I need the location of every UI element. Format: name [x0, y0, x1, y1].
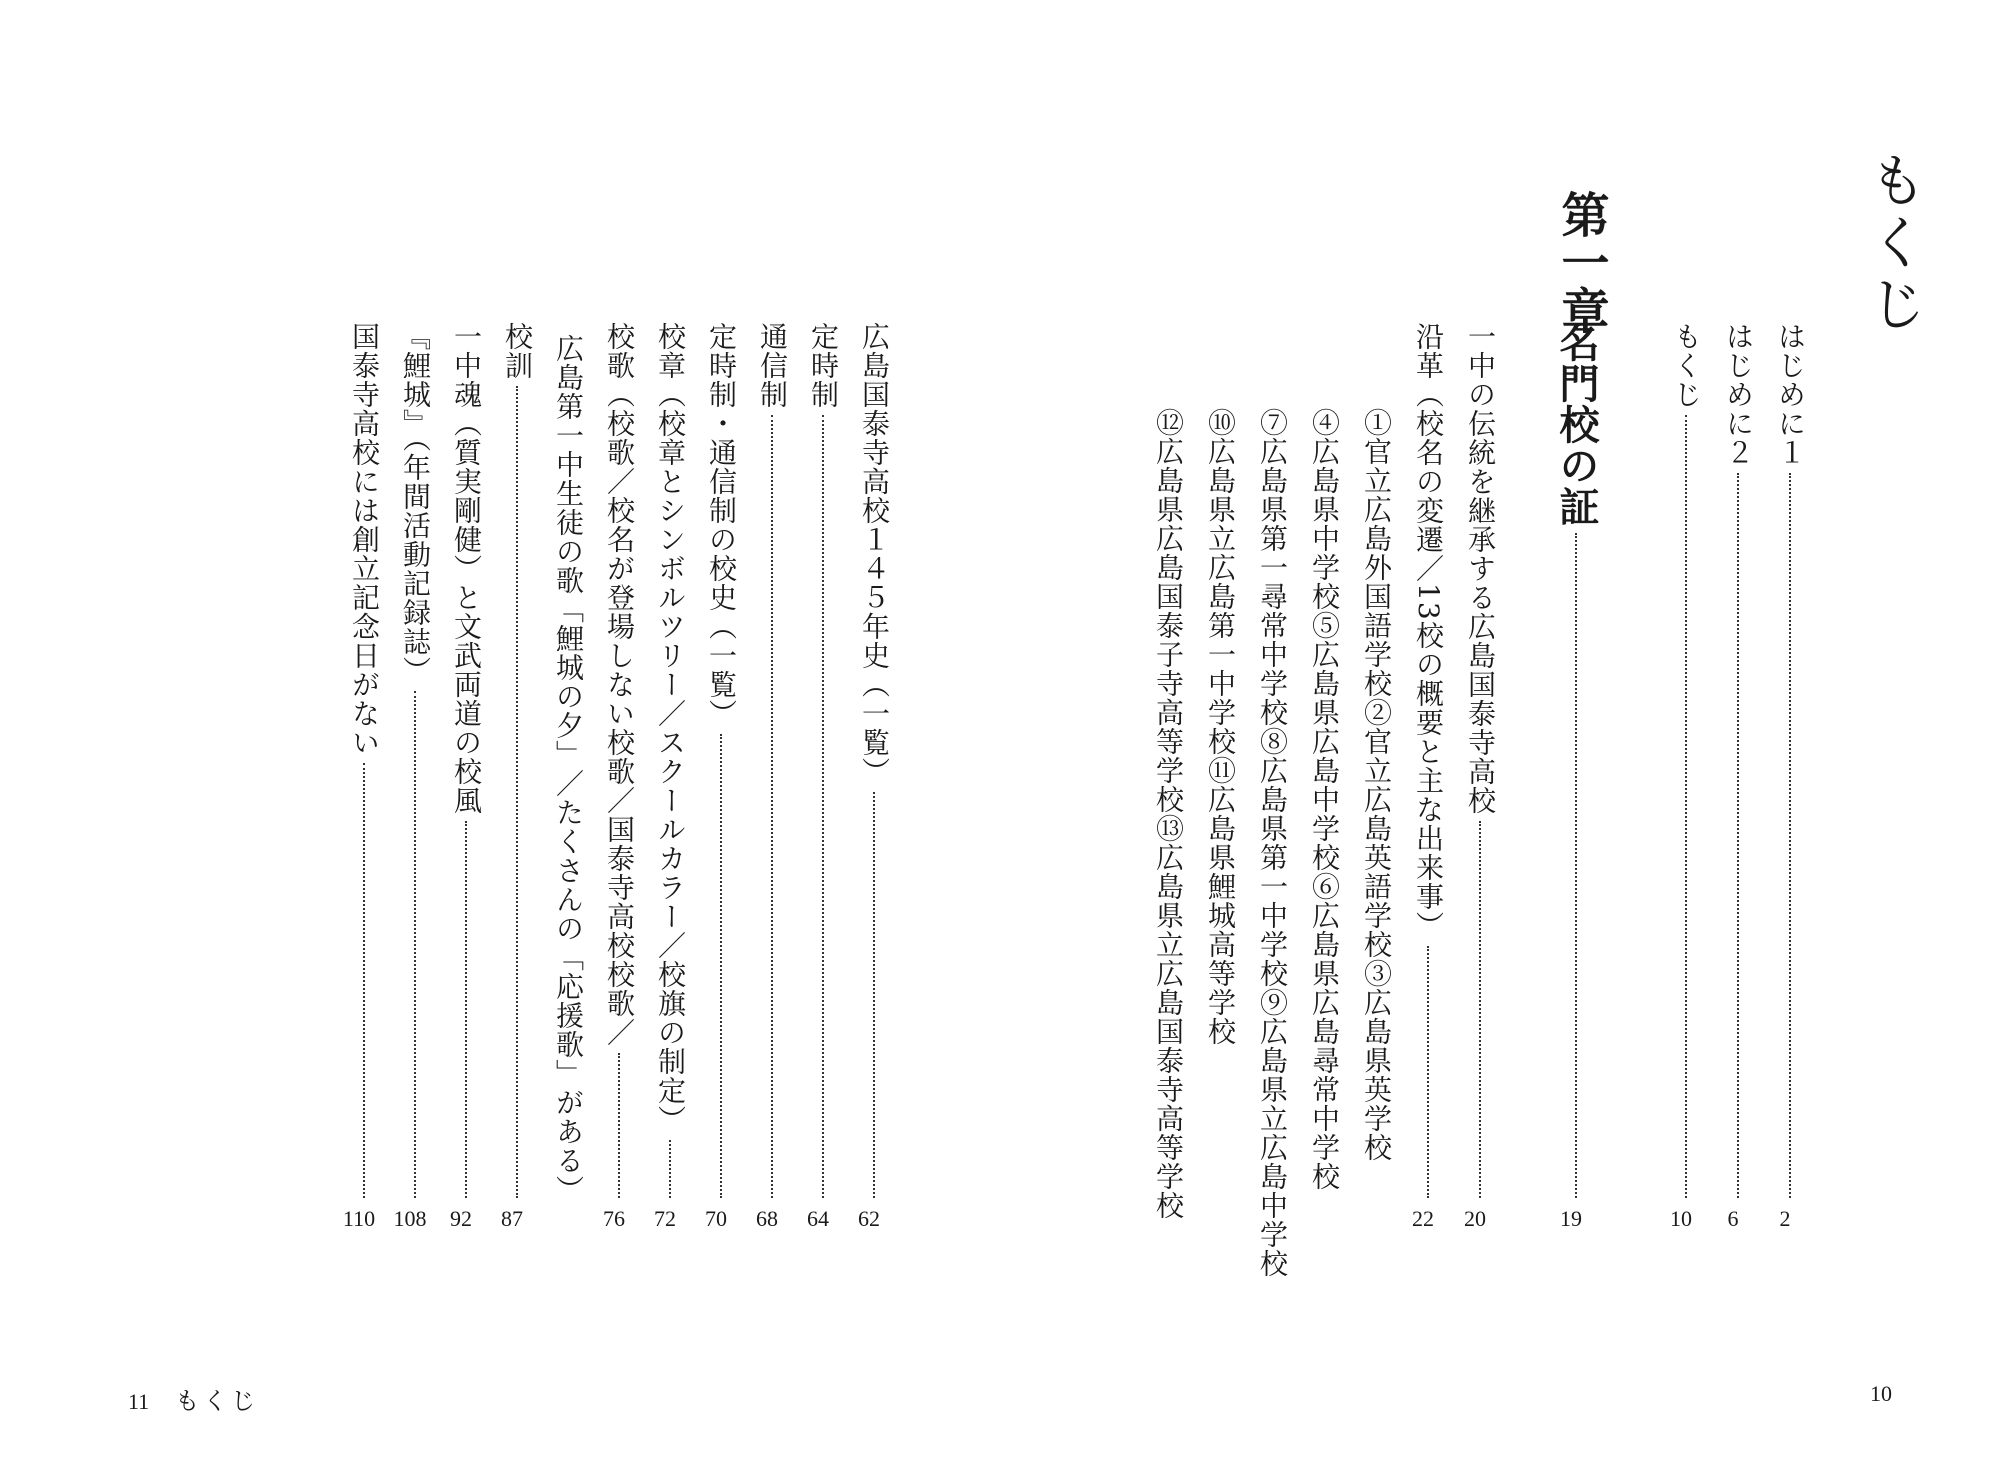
toc-entry-title: はじめに２: [1722, 322, 1755, 467]
dot-leader: [1427, 946, 1429, 1198]
toc-chapter-entry[interactable]: [1553, 322, 1600, 1232]
toc-page-number: 64: [807, 1206, 829, 1231]
dot-leader: [363, 763, 365, 1198]
toc-entry[interactable]: [599, 322, 639, 1232]
toc-entry-title: 国泰寺高校には創立記念日がない: [348, 322, 381, 757]
toc-entry-title: はじめに１: [1774, 322, 1807, 467]
toc-page-number: 6: [1727, 1206, 1739, 1231]
dot-leader: [669, 1140, 671, 1198]
toc-entry[interactable]: [701, 322, 741, 1232]
school-list-line: ⑦広島県第一尋常中学校⑧広島県第一中学校⑨広島県立広島中学校: [1256, 408, 1289, 1278]
toc-page-number: 92: [450, 1206, 472, 1231]
dot-leader: [720, 734, 722, 1198]
toc-entry-title: 一中の伝統を継承する広島国泰寺高校: [1464, 322, 1497, 815]
toc-page-number: 68: [756, 1206, 778, 1231]
school-list-line: ⑫広島県広島国泰子寺高等学校⑬広島県立広島国泰寺高等学校: [1152, 408, 1185, 1220]
chapter-label: 第一章: [1553, 190, 1609, 334]
dot-leader: [1575, 533, 1577, 1198]
toc-entry[interactable]: [395, 322, 435, 1232]
dot-leader: [1479, 821, 1481, 1198]
toc-page-number: 76: [603, 1206, 625, 1231]
folio-right: 10: [1870, 1381, 1892, 1406]
dot-leader: [516, 386, 518, 1198]
toc-entry-title: 広島国泰寺高校１４５年史（一覧）: [858, 322, 891, 786]
toc-page-number: 62: [858, 1206, 880, 1231]
toc-entry-title: 一中魂（質実剛健）と文武両道の校風: [450, 322, 483, 815]
toc-page-number: 110: [342, 1206, 376, 1231]
toc-page-number: 22: [1412, 1206, 1434, 1231]
folio-left-number: 11: [128, 1389, 150, 1414]
dot-leader: [873, 792, 875, 1198]
toc-entry-title: 校歌（校歌／校名が登場しない校歌／国泰寺高校校歌／: [603, 322, 636, 1047]
toc-entry-mokuji[interactable]: [1666, 322, 1706, 1232]
toc-entry[interactable]: [752, 322, 792, 1232]
toc-entry-title: 通信制: [756, 322, 789, 409]
folio-left: [128, 1381, 259, 1416]
toc-entry[interactable]: [446, 322, 486, 1232]
toc-entry[interactable]: [497, 322, 537, 1232]
toc-entry[interactable]: [1460, 322, 1500, 1232]
toc-entry[interactable]: [344, 322, 384, 1232]
toc-entry-title: 校章（校章とシンボルツリー／スクールカラー／校旗の制定）: [654, 322, 687, 1134]
school-list-line: ⑩広島県立広島第一中学校⑪広島県鯉城高等学校: [1204, 408, 1237, 1046]
toc-entry-title: 定時制・通信制の校史（一覧）: [705, 322, 738, 728]
page-title: もくじ: [1859, 150, 1927, 336]
toc-entry[interactable]: [854, 322, 894, 1232]
dot-leader: [771, 415, 773, 1198]
dot-leader: [822, 415, 824, 1198]
toc-entry[interactable]: [803, 322, 843, 1232]
toc-entry-hajimeni1[interactable]: [1770, 322, 1810, 1232]
toc-page-number: 72: [654, 1206, 676, 1231]
toc-page-number: 19: [1560, 1206, 1582, 1231]
toc-page-number: 70: [705, 1206, 727, 1231]
toc-entry-title: 定時制: [807, 322, 840, 409]
toc-page-number: 20: [1464, 1206, 1486, 1231]
toc-page-number: 10: [1670, 1206, 1692, 1231]
toc-page-number: 2: [1779, 1206, 1791, 1231]
running-head: もくじ: [175, 1387, 260, 1415]
toc-entry-continuation: 広島第一中生徒の歌「鯉城の夕」／たくさんの「応援歌」がある）: [552, 334, 585, 1204]
dot-leader: [1685, 415, 1687, 1198]
chapter-name: 名門校の証: [1553, 322, 1600, 527]
dot-leader: [1737, 473, 1739, 1198]
dot-leader: [618, 1053, 620, 1198]
toc-entry-title: 沿革（校名の変遷／13校の概要と主な出来事）: [1412, 322, 1445, 940]
toc-entry-title: 『鯉城』（年間活動記録誌）: [399, 322, 432, 685]
toc-entry[interactable]: [1408, 322, 1448, 1232]
toc-entry-hajimeni2[interactable]: [1718, 322, 1758, 1232]
toc-entry[interactable]: [650, 322, 690, 1232]
school-list-line: ①官立広島外国語学校②官立広島英語学校③広島県英学校: [1360, 408, 1393, 1162]
dot-leader: [1789, 473, 1791, 1198]
toc-entry-title: 校訓: [501, 322, 534, 380]
dot-leader: [414, 691, 416, 1198]
toc-page-number: 87: [501, 1206, 523, 1231]
toc-page-number: 108: [393, 1206, 427, 1231]
dot-leader: [465, 821, 467, 1198]
school-list-line: ④広島県中学校⑤広島県広島中学校⑥広島県広島尋常中学校: [1308, 408, 1341, 1191]
toc-entry-title: もくじ: [1670, 322, 1703, 409]
